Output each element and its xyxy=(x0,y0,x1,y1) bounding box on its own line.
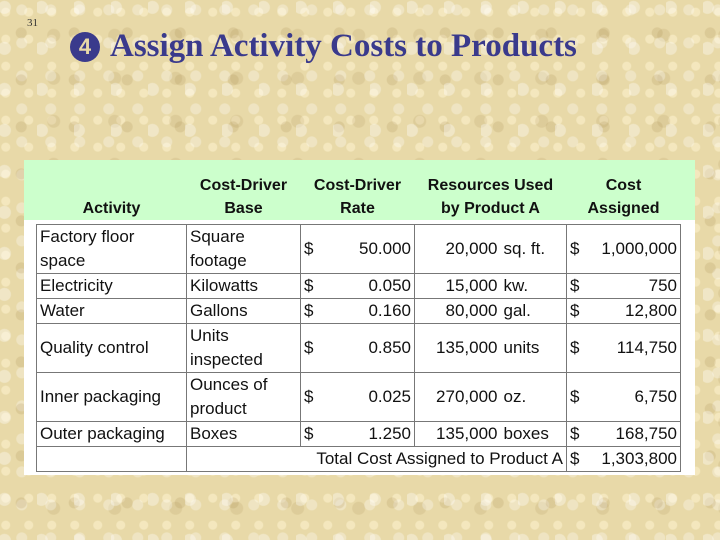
resources-cell: 80,000 xyxy=(415,299,501,324)
unit-cell: boxes xyxy=(501,422,567,447)
cost-cell: 114,750 xyxy=(595,324,681,373)
base-cell: Ounces of product xyxy=(187,373,301,422)
cost-symbol-cell: $ xyxy=(567,324,595,373)
base-cell: Gallons xyxy=(187,299,301,324)
cost-cell: 750 xyxy=(595,274,681,299)
total-cost-value: 1,303,800 xyxy=(595,447,681,472)
header-activity: Activity xyxy=(82,200,141,217)
table-row xyxy=(37,225,681,274)
base-cell: Square footage xyxy=(187,225,301,274)
table-row xyxy=(37,422,681,447)
cost-cell: 168,750 xyxy=(595,422,681,447)
rate-symbol-cell: $ xyxy=(301,299,331,324)
cost-cell: 1,000,000 xyxy=(595,225,681,274)
header-cost-driver-rate: Cost-Driver Rate xyxy=(313,177,402,217)
header-cost-driver-base: Cost-Driver Base xyxy=(199,177,288,217)
activity-cost-table-panel xyxy=(24,160,695,475)
rate-cell: 50.000 xyxy=(331,225,415,274)
activity-cell: Inner packaging xyxy=(37,373,187,422)
unit-cell: gal. xyxy=(501,299,567,324)
table-row xyxy=(37,324,681,373)
table-header-row xyxy=(37,160,681,225)
unit-cell: oz. xyxy=(501,373,567,422)
cost-symbol-cell: $ xyxy=(567,422,595,447)
numbered-bullet-icon: 4 xyxy=(70,32,100,62)
cost-symbol-cell: $ xyxy=(567,373,595,422)
total-cost-symbol: $ xyxy=(567,447,595,472)
rate-symbol-cell: $ xyxy=(301,422,331,447)
total-empty-cell xyxy=(37,447,187,472)
cost-symbol-cell: $ xyxy=(567,225,595,274)
rate-cell: 1.250 xyxy=(331,422,415,447)
activity-cell: Factory floor space xyxy=(37,225,187,274)
activity-cost-table xyxy=(36,160,681,472)
slide-title-text: Assign Activity Costs to Products xyxy=(110,28,577,64)
activity-cell: Outer packaging xyxy=(37,422,187,447)
unit-cell: units xyxy=(501,324,567,373)
slide-number: 31 xyxy=(27,17,38,29)
cost-symbol-cell: $ xyxy=(567,274,595,299)
activity-cell: Electricity xyxy=(37,274,187,299)
unit-cell: kw. xyxy=(501,274,567,299)
rate-symbol-cell: $ xyxy=(301,274,331,299)
resources-cell: 135,000 xyxy=(415,324,501,373)
total-row xyxy=(37,447,681,472)
cost-symbol-cell: $ xyxy=(567,299,595,324)
rate-symbol-cell: $ xyxy=(301,324,331,373)
base-cell: Kilowatts xyxy=(187,274,301,299)
rate-cell: 0.050 xyxy=(331,274,415,299)
slide-title xyxy=(70,28,577,65)
header-resources-used: Resources Used by Product A xyxy=(427,177,554,217)
rate-cell: 0.025 xyxy=(331,373,415,422)
header-cost-assigned: Cost Assigned xyxy=(587,177,660,217)
resources-cell: 135,000 xyxy=(415,422,501,447)
activity-cell: Water xyxy=(37,299,187,324)
table-row xyxy=(37,373,681,422)
resources-cell: 270,000 xyxy=(415,373,501,422)
activity-cell: Quality control xyxy=(37,324,187,373)
rate-symbol-cell: $ xyxy=(301,225,331,274)
base-cell: Boxes xyxy=(187,422,301,447)
unit-cell: sq. ft. xyxy=(501,225,567,274)
table-row xyxy=(37,299,681,324)
base-cell: Units inspected xyxy=(187,324,301,373)
rate-symbol-cell: $ xyxy=(301,373,331,422)
total-label: Total Cost Assigned to Product A xyxy=(187,447,567,472)
rate-cell: 0.160 xyxy=(331,299,415,324)
rate-cell: 0.850 xyxy=(331,324,415,373)
resources-cell: 20,000 xyxy=(415,225,501,274)
cost-cell: 6,750 xyxy=(595,373,681,422)
table-row xyxy=(37,274,681,299)
cost-cell: 12,800 xyxy=(595,299,681,324)
resources-cell: 15,000 xyxy=(415,274,501,299)
